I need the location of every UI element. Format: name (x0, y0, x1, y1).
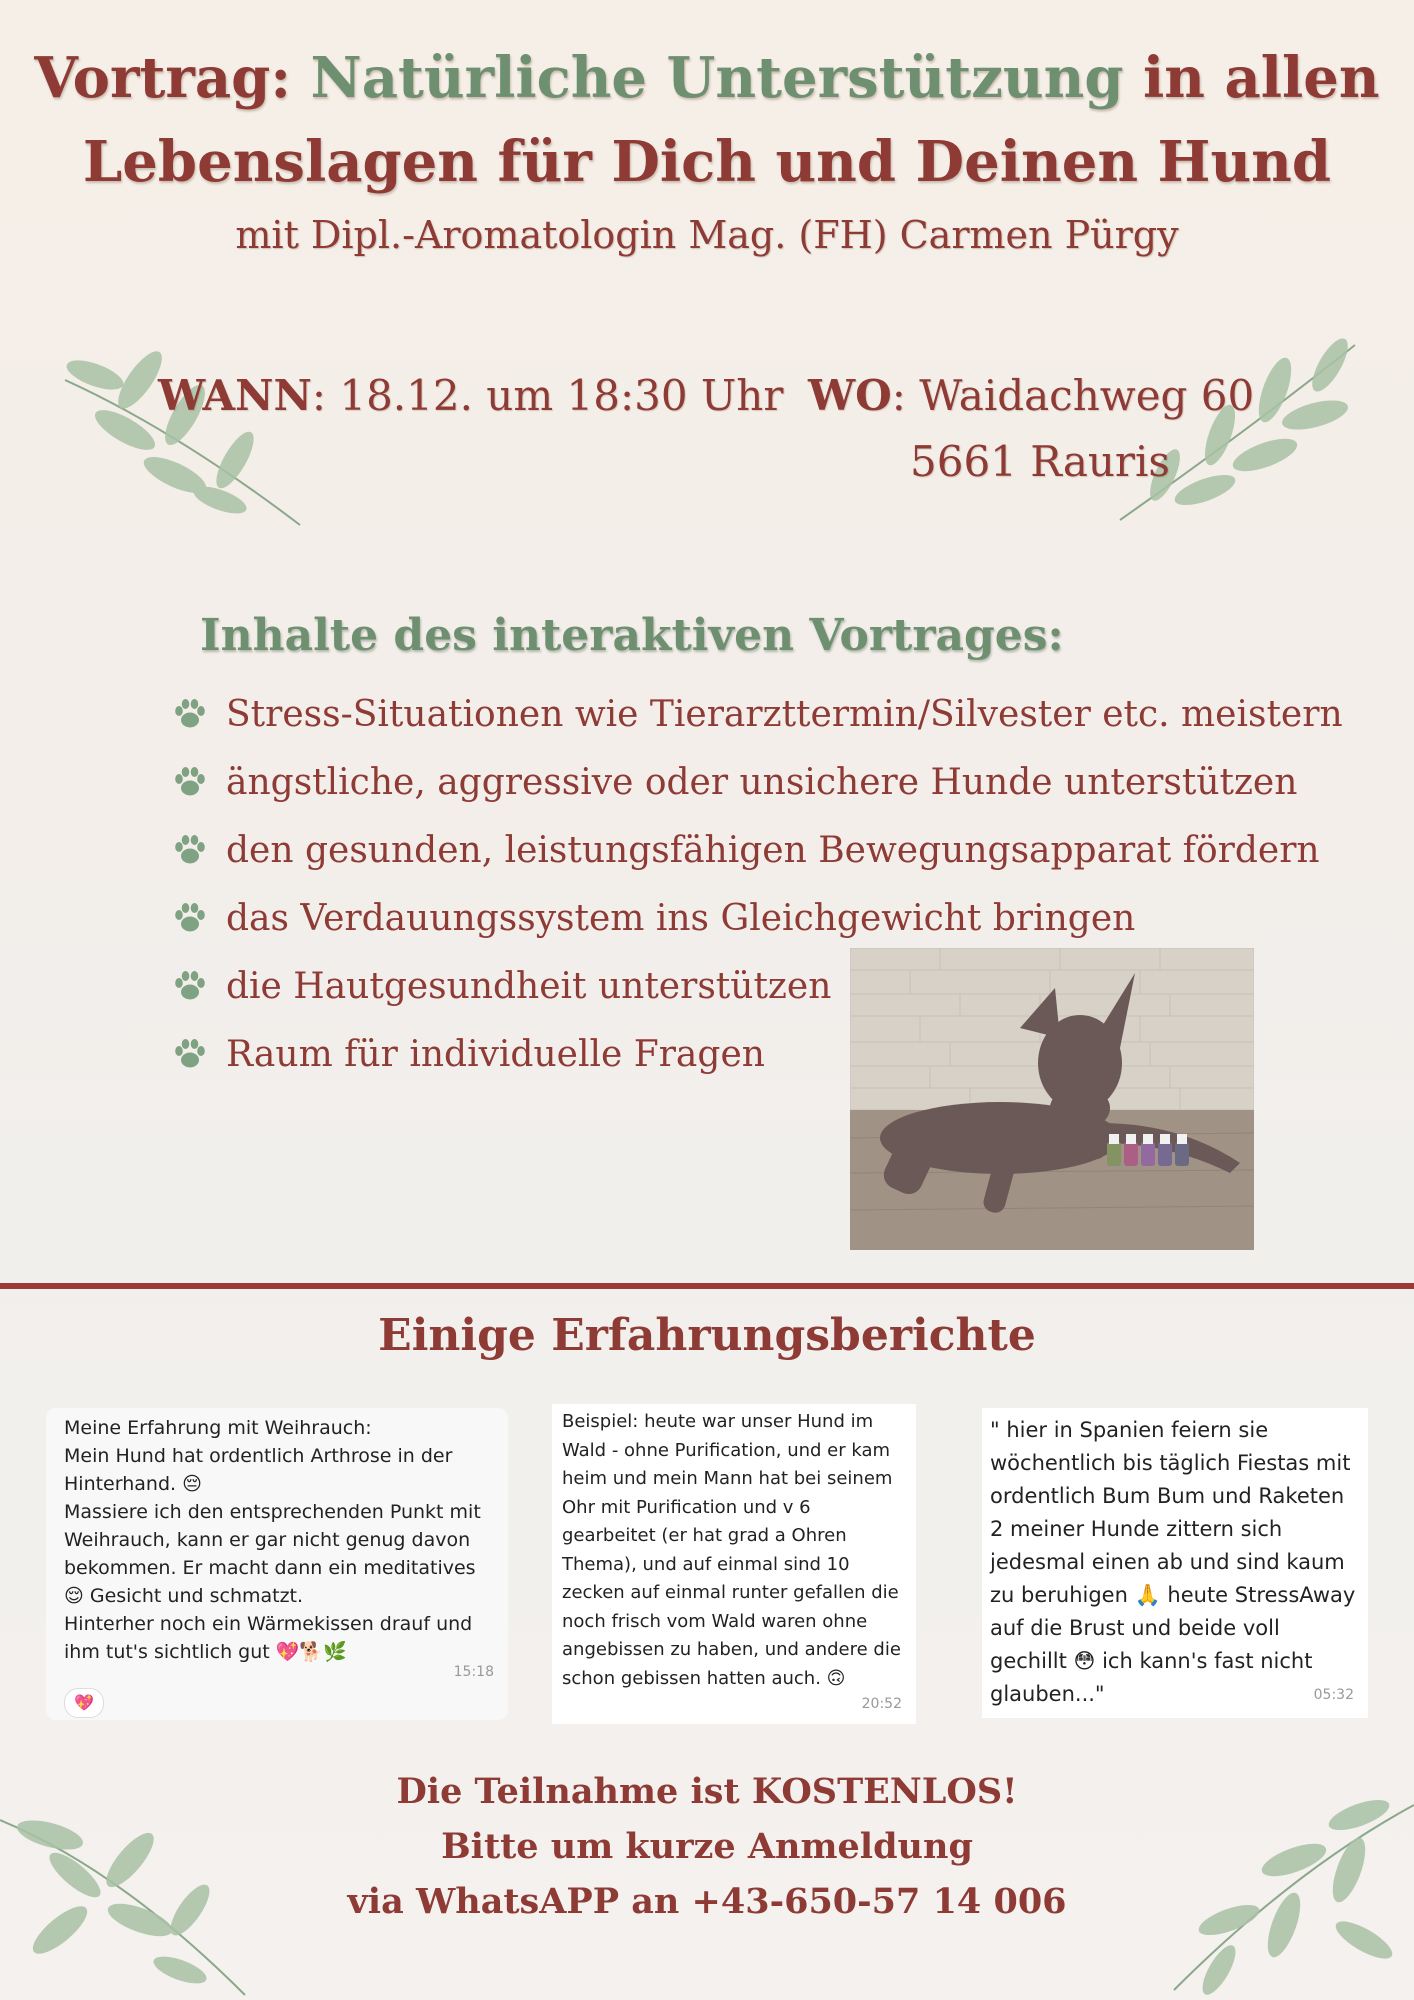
where-line-1: : Waidachweg 60 (891, 371, 1255, 420)
where-info (808, 366, 1254, 426)
testimonial-text: Beispiel: heute war unser Hund im Wald - ohne Purification, und er kam heim und mein Mann hat bei seinem Ohr mit Purification und v 6 gearbeitet (er hat grad a Ohren Thema), und auf einmal sind 10 zecken auf einmal runter gefallen die noch frisch vom Wald waren ohne angebissen zu haben, und andere die schon gebissen hatten auch. 🙃 (562, 1411, 901, 1689)
list-item-text: die Hautgesundheit unterstützen (226, 965, 832, 1007)
paw-icon (172, 696, 208, 732)
paw-icon (172, 1036, 208, 1072)
section-divider (0, 1283, 1414, 1289)
paw-icon (172, 900, 208, 936)
dog-photo (850, 948, 1254, 1250)
message-time: 05:32 (1313, 1687, 1354, 1703)
testimonial-text: Meine Erfahrung mit Weihrauch: Mein Hund hat ordentlich Arthrose in der Hinterhand. 😔 Massiere ich den entsprechenden Punkt mit Weihrauch, kann er gar nicht genug davon bekommen. Er macht dann ein meditatives 😌 Gesicht und schmatzt. Hinterher noch ein Wärmekissen drauf und ihm tut's sichtlich gut 💖🐕🌿 (64, 1417, 481, 1663)
subtitle: mit Dipl.-Aromatologin Mag. (FH) Carmen Pürgy (235, 213, 1179, 257)
reaction-badge: 💖 (64, 1688, 104, 1718)
list-item-text: das Verdauungssystem ins Gleichgewicht bringen (226, 897, 1136, 939)
message-time: 20:52 (861, 1695, 902, 1712)
testimonial-text: " hier in Spanien feiern sie wöchentlich bis täglich Fiestas mit ordentlich Bum Bum und Raketen 2 meiner Hunde zittern sich jedesmal einen ab und sind kaum zu beruhigen 🙏 heute StressAway auf die Brust und beide voll gechillt 😳 ich kann's fast nicht glauben..." (990, 1418, 1356, 1706)
paw-icon (172, 764, 208, 800)
title-highlight: Natürliche Unterstützung (310, 45, 1124, 111)
title-suffix: in allen (1123, 45, 1380, 111)
registration-request: Bitte um kurze Anmeldung (441, 1826, 973, 1867)
paw-icon (172, 968, 208, 1004)
list-item (172, 884, 1343, 952)
paw-icon (172, 832, 208, 868)
list-item (172, 748, 1343, 816)
page-title (0, 36, 1414, 204)
testimonial-card (46, 1408, 508, 1720)
registration-info (0, 1764, 1414, 1929)
when-label: WANN (158, 371, 312, 420)
where-label: WO (808, 371, 892, 420)
message-time: 15:18 (453, 1664, 494, 1680)
list-item (172, 680, 1343, 748)
list-item (172, 816, 1343, 884)
testimonial-card (982, 1408, 1368, 1718)
list-item-text: Raum für individuelle Fragen (226, 1033, 765, 1075)
list-item-text: Stress-Situationen wie Tierarzttermin/Silvester etc. meistern (226, 693, 1343, 735)
whatsapp-contact: via WhatsAPP an +43-650-57 14 006 (347, 1881, 1067, 1922)
title-prefix: Vortrag: (34, 45, 311, 111)
list-item-text: den gesunden, leistungsfähigen Bewegungsapparat fördern (226, 829, 1320, 871)
when-value: : 18.12. um 18:30 Uhr (311, 371, 784, 420)
where-line-2: 5661 Rauris (910, 437, 1170, 486)
free-participation: Die Teilnahme ist KOSTENLOS! (396, 1771, 1018, 1812)
contents-heading: Inhalte des interaktiven Vortrages: (200, 610, 1064, 661)
testimonial-card (552, 1404, 916, 1724)
when-info (158, 366, 783, 426)
leaf-branch-icon (1115, 335, 1365, 525)
list-item-text: ängstliche, aggressive oder unsichere Hunde unterstützen (226, 761, 1298, 803)
title-line-2: Lebenslagen für Dich und Deinen Hund (82, 129, 1332, 195)
experiences-heading: Einige Erfahrungsberichte (378, 1310, 1036, 1361)
